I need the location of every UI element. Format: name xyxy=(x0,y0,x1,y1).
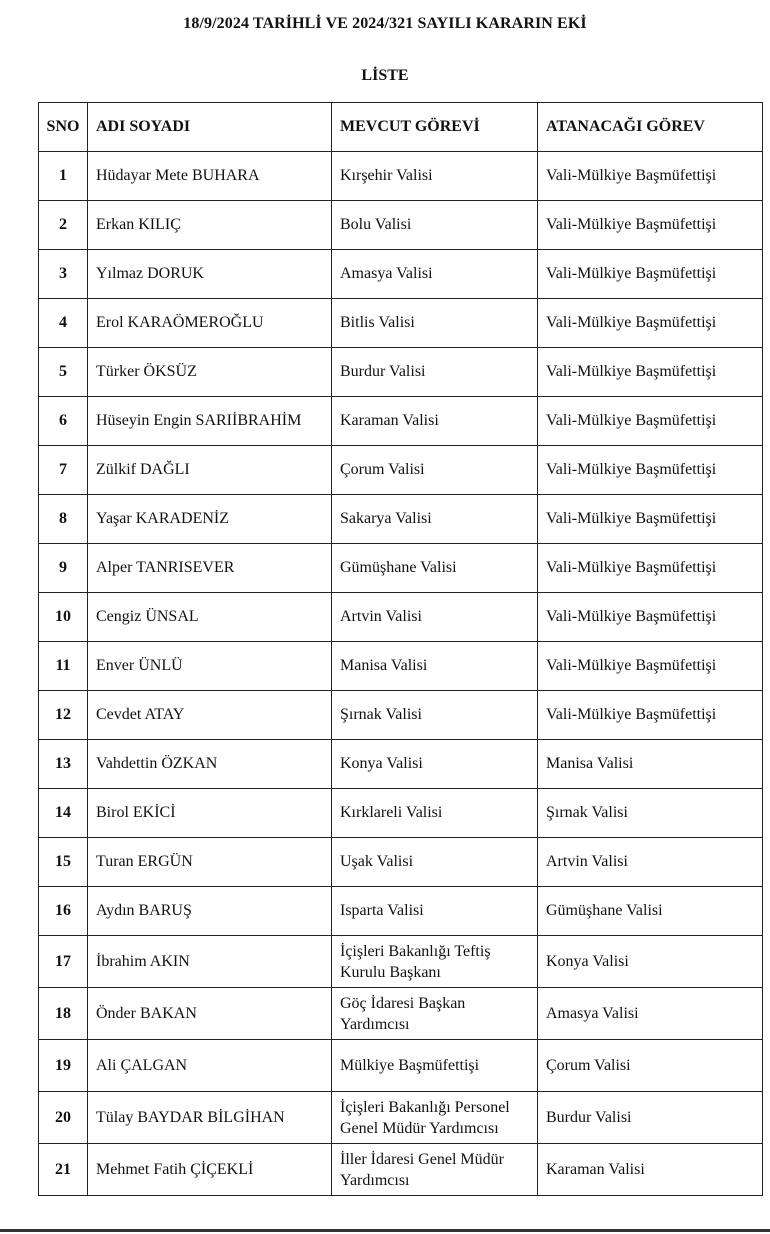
table-row xyxy=(39,397,763,446)
row-current-position: İçişleri Bakanlığı Teftiş Kurulu Başkanı xyxy=(332,936,538,988)
row-sno: 13 xyxy=(39,740,88,789)
header-current-position: MEVCUT GÖREVİ xyxy=(332,103,538,152)
row-sno: 15 xyxy=(39,838,88,887)
row-current-position: Isparta Valisi xyxy=(332,887,538,936)
row-current-position: Kırşehir Valisi xyxy=(332,152,538,201)
row-assigned-position: Artvin Valisi xyxy=(538,838,763,887)
header-name: ADI SOYADI xyxy=(88,103,332,152)
row-sno: 10 xyxy=(39,593,88,642)
row-current-position: Şırnak Valisi xyxy=(332,691,538,740)
row-assigned-position: Vali-Mülkiye Başmüfettişi xyxy=(538,642,763,691)
row-assigned-position: Konya Valisi xyxy=(538,936,763,988)
table-row xyxy=(39,887,763,936)
row-name: Alper TANRISEVER xyxy=(88,544,332,593)
page-bottom-rule xyxy=(0,1229,770,1232)
table-row xyxy=(39,642,763,691)
table-row xyxy=(39,446,763,495)
row-assigned-position: Vali-Mülkiye Başmüfettişi xyxy=(538,544,763,593)
row-assigned-position: Vali-Mülkiye Başmüfettişi xyxy=(538,299,763,348)
row-name: İbrahim AKIN xyxy=(88,936,332,988)
header-assigned-position: ATANACAĞI GÖREV xyxy=(538,103,763,152)
row-current-position: Kırklareli Valisi xyxy=(332,789,538,838)
row-assigned-position: Karaman Valisi xyxy=(538,1144,763,1196)
row-current-position: Artvin Valisi xyxy=(332,593,538,642)
row-name: Önder BAKAN xyxy=(88,988,332,1040)
table-row xyxy=(39,1144,763,1196)
row-current-position: Karaman Valisi xyxy=(332,397,538,446)
row-name: Vahdettin ÖZKAN xyxy=(88,740,332,789)
row-name: Türker ÖKSÜZ xyxy=(88,348,332,397)
row-sno: 5 xyxy=(39,348,88,397)
row-name: Cengiz ÜNSAL xyxy=(88,593,332,642)
row-sno: 7 xyxy=(39,446,88,495)
row-current-position: Bitlis Valisi xyxy=(332,299,538,348)
table-row xyxy=(39,936,763,988)
table-row xyxy=(39,838,763,887)
row-sno: 3 xyxy=(39,250,88,299)
table-row xyxy=(39,495,763,544)
row-sno: 21 xyxy=(39,1144,88,1196)
row-assigned-position: Vali-Mülkiye Başmüfettişi xyxy=(538,691,763,740)
row-name: Yılmaz DORUK xyxy=(88,250,332,299)
table-row xyxy=(39,152,763,201)
row-current-position: İller İdaresi Genel Müdür Yardımcısı xyxy=(332,1144,538,1196)
row-sno: 1 xyxy=(39,152,88,201)
row-current-position: Sakarya Valisi xyxy=(332,495,538,544)
row-current-position: Amasya Valisi xyxy=(332,250,538,299)
row-name: Ali ÇALGAN xyxy=(88,1040,332,1092)
document-subtitle: LİSTE xyxy=(361,67,409,84)
row-sno: 12 xyxy=(39,691,88,740)
row-name: Cevdet ATAY xyxy=(88,691,332,740)
row-sno: 11 xyxy=(39,642,88,691)
row-current-position: Uşak Valisi xyxy=(332,838,538,887)
row-current-position: Çorum Valisi xyxy=(332,446,538,495)
row-assigned-position: Vali-Mülkiye Başmüfettişi xyxy=(538,495,763,544)
row-assigned-position: Vali-Mülkiye Başmüfettişi xyxy=(538,250,763,299)
row-current-position: Bolu Valisi xyxy=(332,201,538,250)
row-name: Erkan KILIÇ xyxy=(88,201,332,250)
row-sno: 8 xyxy=(39,495,88,544)
row-name: Zülkif DAĞLI xyxy=(88,446,332,495)
table-row xyxy=(39,544,763,593)
table-row xyxy=(39,789,763,838)
table-row xyxy=(39,1092,763,1144)
row-assigned-position: Şırnak Valisi xyxy=(538,789,763,838)
row-sno: 17 xyxy=(39,936,88,988)
appointment-table xyxy=(38,102,763,1196)
row-sno: 18 xyxy=(39,988,88,1040)
table-row xyxy=(39,740,763,789)
row-name: Turan ERGÜN xyxy=(88,838,332,887)
row-name: Birol EKİCİ xyxy=(88,789,332,838)
row-current-position: Göç İdaresi Başkan Yardımcısı xyxy=(332,988,538,1040)
row-sno: 9 xyxy=(39,544,88,593)
row-sno: 20 xyxy=(39,1092,88,1144)
row-assigned-position: Çorum Valisi xyxy=(538,1040,763,1092)
table-row xyxy=(39,201,763,250)
table-body xyxy=(39,152,763,1196)
row-assigned-position: Burdur Valisi xyxy=(538,1092,763,1144)
row-name: Mehmet Fatih ÇİÇEKLİ xyxy=(88,1144,332,1196)
row-assigned-position: Vali-Mülkiye Başmüfettişi xyxy=(538,397,763,446)
row-name: Erol KARAÖMEROĞLU xyxy=(88,299,332,348)
row-assigned-position: Vali-Mülkiye Başmüfettişi xyxy=(538,446,763,495)
document-title: 18/9/2024 TARİHLİ VE 2024/321 SAYILI KARARIN EKİ xyxy=(183,15,587,32)
row-name: Hüdayar Mete BUHARA xyxy=(88,152,332,201)
table-row xyxy=(39,299,763,348)
row-assigned-position: Amasya Valisi xyxy=(538,988,763,1040)
table-row xyxy=(39,593,763,642)
row-current-position: Burdur Valisi xyxy=(332,348,538,397)
table-row xyxy=(39,250,763,299)
row-name: Tülay BAYDAR BİLGİHAN xyxy=(88,1092,332,1144)
row-sno: 4 xyxy=(39,299,88,348)
row-sno: 2 xyxy=(39,201,88,250)
table-row xyxy=(39,348,763,397)
header-sno: SNO xyxy=(39,103,88,152)
row-current-position: Konya Valisi xyxy=(332,740,538,789)
table-row xyxy=(39,988,763,1040)
row-assigned-position: Gümüşhane Valisi xyxy=(538,887,763,936)
row-sno: 16 xyxy=(39,887,88,936)
row-name: Hüseyin Engin SARIİBRAHİM xyxy=(88,397,332,446)
row-assigned-position: Vali-Mülkiye Başmüfettişi xyxy=(538,348,763,397)
row-name: Aydın BARUŞ xyxy=(88,887,332,936)
row-assigned-position: Manisa Valisi xyxy=(538,740,763,789)
row-name: Yaşar KARADENİZ xyxy=(88,495,332,544)
row-current-position: Gümüşhane Valisi xyxy=(332,544,538,593)
row-assigned-position: Vali-Mülkiye Başmüfettişi xyxy=(538,593,763,642)
row-sno: 14 xyxy=(39,789,88,838)
table-row xyxy=(39,691,763,740)
row-assigned-position: Vali-Mülkiye Başmüfettişi xyxy=(538,152,763,201)
row-name: Enver ÜNLÜ xyxy=(88,642,332,691)
row-current-position: Manisa Valisi xyxy=(332,642,538,691)
row-sno: 19 xyxy=(39,1040,88,1092)
table-header-row xyxy=(39,103,763,152)
row-current-position: Mülkiye Başmüfettişi xyxy=(332,1040,538,1092)
row-assigned-position: Vali-Mülkiye Başmüfettişi xyxy=(538,201,763,250)
row-current-position: İçişleri Bakanlığı Personel Genel Müdür Yardımcısı xyxy=(332,1092,538,1144)
table-row xyxy=(39,1040,763,1092)
row-sno: 6 xyxy=(39,397,88,446)
